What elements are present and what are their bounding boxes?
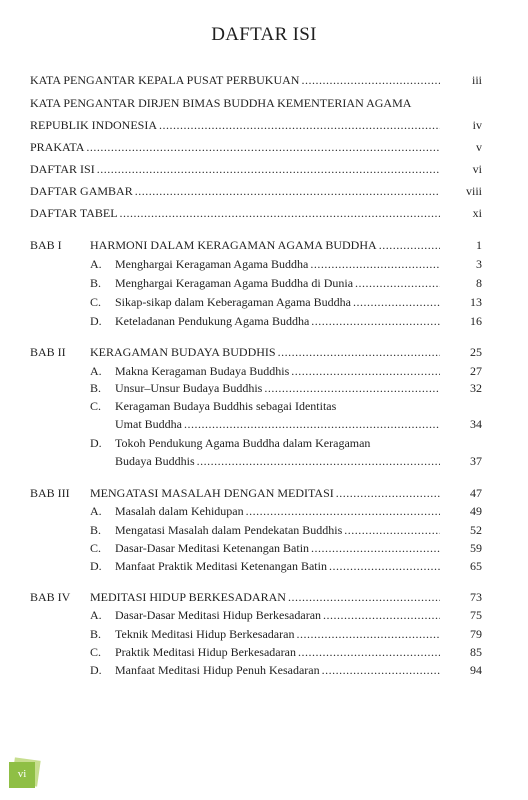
dot-leader [311, 540, 440, 556]
toc-page-number: vi [472, 162, 482, 176]
toc-section-3c[interactable] [115, 540, 442, 556]
toc-entry-label: DAFTAR GAMBAR [30, 184, 133, 198]
toc-page-number: 79 [470, 627, 482, 641]
dot-leader [353, 294, 440, 310]
section-title: Praktik Meditasi Hidup Berkesadaran [115, 645, 296, 659]
section-letter: A. [90, 504, 102, 518]
toc-page-number: xi [472, 206, 482, 220]
toc-entry-kata-pengantar-kapus[interactable] [30, 72, 442, 88]
dot-leader [355, 275, 440, 291]
toc-page-number: 94 [470, 663, 482, 677]
dot-leader [264, 380, 440, 396]
dot-leader [336, 485, 440, 501]
chapter-number: BAB IV [30, 590, 71, 604]
section-letter: D. [90, 559, 102, 573]
toc-entry-kata-pengantar-dirjen[interactable] [30, 117, 442, 133]
toc-entry-daftar-isi[interactable] [30, 161, 442, 177]
dot-leader [296, 626, 440, 642]
section-title: Sikap-sikap dalam Keberagaman Agama Buddha [115, 295, 351, 309]
section-letter: A. [90, 257, 102, 271]
chapter-title: MEDITASI HIDUP BERKESADARAN [90, 590, 286, 604]
dot-leader [278, 344, 440, 360]
toc-page-number: 85 [470, 645, 482, 659]
section-letter: A. [90, 364, 102, 378]
section-letter: D. [90, 314, 102, 328]
toc-section-3d[interactable] [115, 558, 442, 574]
dot-leader [159, 117, 440, 133]
toc-section-4c[interactable] [115, 644, 442, 660]
toc-entry-label: KATA PENGANTAR KEPALA PUSAT PERBUKUAN [30, 73, 300, 87]
toc-page-number: 16 [470, 314, 482, 328]
page-number-badge [9, 759, 39, 789]
section-title: Mengatasi Masalah dalam Pendekatan Buddhis [115, 523, 343, 537]
section-letter: B. [90, 276, 102, 290]
section-title: Manfaat Meditasi Hidup Penuh Kesadaran [115, 663, 320, 677]
section-title: Manfaat Praktik Meditasi Ketenangan Batin [115, 559, 327, 573]
toc-page-number: 52 [470, 523, 482, 537]
chapter-number: BAB II [30, 345, 66, 359]
section-letter: C. [90, 541, 102, 555]
page-number: vi [17, 768, 27, 780]
dot-leader [323, 607, 440, 623]
dot-leader [291, 363, 440, 379]
section-letter: C. [90, 399, 102, 413]
section-title: Masalah dalam Kehidupan [115, 504, 244, 518]
toc-entry-prakata[interactable] [30, 139, 442, 155]
toc-section-3b[interactable] [115, 522, 442, 538]
dot-leader [311, 313, 440, 329]
toc-page-number: 34 [470, 417, 482, 431]
toc-section-4b[interactable] [115, 626, 442, 642]
toc-chapter-2[interactable] [90, 344, 442, 360]
toc-section-2b[interactable] [115, 380, 442, 396]
section-letter: B. [90, 381, 102, 395]
toc-page-number: iii [471, 73, 482, 87]
toc-section-1b[interactable] [115, 275, 442, 291]
dot-leader [120, 205, 440, 221]
toc-chapter-4[interactable] [90, 589, 442, 605]
dot-leader [379, 237, 440, 253]
toc-page-number: 59 [470, 541, 482, 555]
section-title-line1: Tokoh Pendukung Agama Buddha dalam Keragaman [115, 436, 371, 450]
dot-leader [184, 416, 440, 432]
toc-page-number: 8 [476, 276, 482, 290]
section-title: Umat Buddha [115, 417, 182, 431]
section-letter: D. [90, 436, 102, 450]
toc-section-1a[interactable] [115, 256, 442, 272]
toc-section-1c[interactable] [115, 294, 442, 310]
section-letter: B. [90, 627, 102, 641]
toc-page-number: 75 [470, 608, 482, 622]
dot-leader [135, 183, 440, 199]
toc-page-number: 49 [470, 504, 482, 518]
section-title: Makna Keragaman Budaya Buddhis [115, 364, 290, 378]
chapter-number: BAB I [30, 238, 62, 252]
toc-entry-label: PRAKATA [30, 140, 85, 154]
toc-page-number: 1 [476, 238, 482, 252]
toc-entry-label: DAFTAR TABEL [30, 206, 118, 220]
dot-leader [246, 503, 440, 519]
toc-page-number: 73 [470, 590, 482, 604]
section-title: Keteladanan Pendukung Agama Buddha [115, 314, 310, 328]
dot-leader [86, 139, 440, 155]
section-title: Menghargai Keragaman Agama Buddha di Dunia [115, 276, 354, 290]
dot-leader [301, 72, 440, 88]
toc-entry-daftar-gambar[interactable] [30, 183, 442, 199]
section-title: Dasar-Dasar Meditasi Hidup Berkesadaran [115, 608, 322, 622]
toc-entry-label: REPUBLIK INDONESIA [30, 118, 157, 132]
toc-entry-kata-pengantar-dirjen-line1: KATA PENGANTAR DIRJEN BIMAS BUDDHA KEMENTERIAN AGAMA [30, 96, 412, 110]
toc-entry-daftar-tabel[interactable] [30, 205, 442, 221]
dot-leader [288, 589, 440, 605]
section-title-line1: Keragaman Budaya Buddhis sebagai Identitas [115, 399, 337, 413]
toc-section-2a[interactable] [115, 363, 442, 379]
toc-page-number: 32 [470, 381, 482, 395]
dot-leader [322, 662, 440, 678]
toc-entry-label: DAFTAR ISI [30, 162, 95, 176]
chapter-number: BAB III [30, 486, 70, 500]
toc-section-2d[interactable] [115, 453, 442, 469]
section-title: Menghargai Keragaman Agama Buddha [115, 257, 309, 271]
chapter-title: MENGATASI MASALAH DENGAN MEDITASI [90, 486, 334, 500]
toc-page-number: 27 [470, 364, 482, 378]
section-letter: D. [90, 663, 102, 677]
chapter-title: KERAGAMAN BUDAYA BUDDHIS [90, 345, 276, 359]
toc-section-3a[interactable] [115, 503, 442, 519]
page-title: DAFTAR ISI [211, 24, 317, 45]
toc-page-number: 65 [470, 559, 482, 573]
dot-leader [97, 161, 440, 177]
dot-leader [344, 522, 440, 538]
section-letter: B. [90, 523, 102, 537]
toc-page-number: v [476, 140, 482, 154]
toc-chapter-1[interactable] [90, 237, 442, 253]
section-title: Dasar-Dasar Meditasi Ketenangan Batin [115, 541, 310, 555]
toc-chapter-3[interactable] [90, 485, 442, 501]
dot-leader [329, 558, 440, 574]
section-letter: A. [90, 608, 102, 622]
toc-page-number: viii [465, 184, 482, 198]
toc-page-number: 13 [470, 295, 482, 309]
dot-leader [310, 256, 440, 272]
toc-section-1d[interactable] [115, 313, 442, 329]
section-title: Budaya Buddhis [115, 454, 195, 468]
toc-page-number: 47 [470, 486, 482, 500]
toc-section-2c[interactable] [115, 416, 442, 432]
section-letter: C. [90, 645, 102, 659]
dot-leader [197, 453, 440, 469]
toc-section-4a[interactable] [115, 607, 442, 623]
toc-page-number: 37 [470, 454, 482, 468]
toc-page-number: iv [472, 118, 482, 132]
toc-page-number: 25 [470, 345, 482, 359]
chapter-title: HARMONI DALAM KERAGAMAN AGAMA BUDDHA [90, 238, 377, 252]
section-title: Unsur–Unsur Budaya Buddhis [115, 381, 263, 395]
dot-leader [298, 644, 440, 660]
section-title: Teknik Meditasi Hidup Berkesadaran [115, 627, 295, 641]
toc-page-number: 3 [476, 257, 482, 271]
section-letter: C. [90, 295, 102, 309]
toc-section-4d[interactable] [115, 662, 442, 678]
